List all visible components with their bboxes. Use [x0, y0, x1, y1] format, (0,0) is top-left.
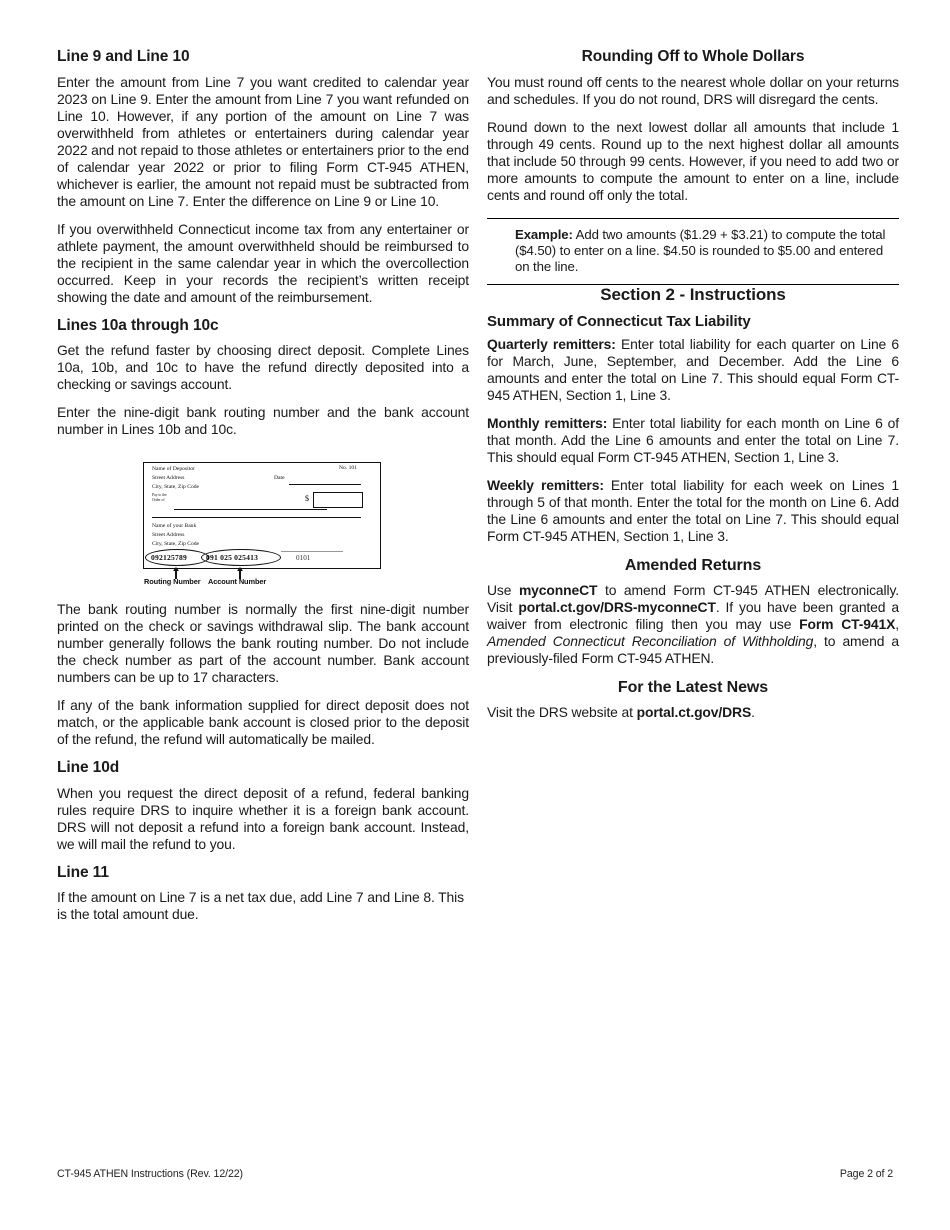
paragraph-quarterly-remitters [487, 336, 899, 404]
paragraph-line-11: If the amount on Line 7 is a net tax due, add Line 7 and Line 8. This is the total amount due. [57, 889, 464, 923]
latest-news-prefix: Visit the DRS website at [487, 704, 637, 721]
weekly-remitters-label: Weekly remitters: [487, 476, 604, 493]
check-dollar-sign: $ [305, 494, 309, 504]
check-written-amount-rule [152, 517, 361, 518]
check-date-label: Date [274, 475, 285, 482]
check-account-number: 091 025 025413 [206, 553, 259, 563]
heading-amended-returns: Amended Returns [624, 556, 762, 574]
check-pay-to-the: Pay to the [152, 493, 167, 498]
amended-tail-text: , to amend a previously-filed Form CT-945 ATHEN. [487, 633, 899, 667]
check-bank-city: City, State, Zip Code [152, 541, 200, 548]
monthly-remitters-text: Enter total liability for each month on Line 6 of that month. Add the Line 6 amounts and enter the total on Line 7. This should equal Form CT-945 ATHEN, Section 1, Line 3. [487, 414, 899, 465]
amended-use-text: Use [487, 582, 519, 599]
paragraph-amended-returns [487, 582, 899, 667]
check-order-of: Order of [152, 498, 165, 503]
paragraph-monthly-remitters [487, 415, 899, 466]
check-depositor-name: Name of Depositor [152, 466, 195, 473]
myconnect-brand: myconneCT [518, 582, 598, 599]
heading-for-the-latest-news: For the Latest News [617, 679, 769, 697]
paragraph-latest-news [487, 704, 899, 721]
check-date-rule [289, 484, 361, 485]
form-ct-941x-label: Form CT-941X [799, 616, 896, 633]
check-number-label: No. 101 [339, 465, 358, 472]
heading-summary-tax-liability: Summary of Connecticut Tax Liability [487, 312, 751, 330]
paragraph-line-9-10-a: Enter the amount from Line 7 you want credited to calendar year 2023 on Line 9. Enter the amount from Line 7 you want refunded on Line 10. However, if any portion of the amount on Line 7 was overwithheld from athletes or entertainers during calendar year 2022 and not repaid to those athletes or entertainers prior to the end of calendar year 2022 or prior to filing Form CT-945 ATHEN, whichever is earlier, the amount not repaid must be subtracted from the amount on Line 7. Enter the difference on Line 9 or Line 10. [57, 73, 469, 209]
latest-news-suffix: . [751, 704, 755, 721]
check-bank-name: Name of your Bank [152, 523, 197, 530]
check-depositor-street: Street Address [152, 475, 185, 482]
portal-drs-myconnect-link[interactable]: portal.ct.gov/DRS-myconneCT [518, 599, 716, 616]
paragraph-line-9-10-b: If you overwithheld Connecticut income tax from any entertainer or athlete payment, the amount overwithheld should be reimbursed to the recipient in the same calendar year in which the overcollection occurred. Keep in your records the recipient’s written receipt showing the date and amount of the reimbursement. [57, 220, 469, 305]
footer-page-number: Page 2 of 2 [839, 1168, 893, 1180]
footer-form-id: CT-945 ATHEN Instructions (Rev. 12/22) [57, 1168, 243, 1180]
example-label: Example: [515, 226, 573, 242]
example-callout [487, 218, 899, 286]
portal-drs-link[interactable]: portal.ct.gov/DRS [636, 704, 752, 721]
monthly-remitters-label: Monthly remitters: [487, 414, 608, 431]
check-depositor-city: City, State, Zip Code [152, 484, 200, 491]
heading-lines-10a-through-10c: Lines 10a through 10c [57, 316, 219, 334]
routing-number-caption: Routing Number [144, 577, 201, 587]
routing-arrow-head [173, 567, 179, 571]
paragraph-rounding-a: You must round off cents to the nearest whole dollar on your returns and schedules. If you do not round, DRS will disregard the cents. [487, 73, 899, 107]
check-amount-box [313, 492, 363, 508]
check-payee-rule [174, 509, 327, 510]
heading-line-10d: Line 10d [57, 759, 120, 777]
example-body: Add two amounts ($1.29 + $3.21) to compute the total ($4.50) to enter on a line. $4.50 is rounded to $5.00 and entered on the line. [515, 226, 886, 275]
paragraph-weekly-remitters [487, 477, 899, 545]
heading-section-2: Section 2 - Instructions [600, 285, 786, 305]
quarterly-remitters-label: Quarterly remitters: [487, 335, 616, 352]
paragraph-line-10d: When you request the direct deposit of a refund, federal banking rules require DRS to inquire whether it is a foreign bank account. DRS will not deposit a refund into a foreign bank account. Instead, we will mail the refund to you. [57, 784, 469, 852]
check-bank-street: Street Address [152, 532, 185, 539]
check-signature-line [281, 551, 343, 552]
check-micr-check-number: 0101 [296, 554, 311, 563]
paragraph-rounding-b: Round down to the next lowest dollar all amounts that include 1 through 49 cents. Round up to the next highest dollar all amounts that include 50 through 99 cents. However, if you need to add two or more amounts to compute the amount to enter on a line, include cents and round off only the total. [487, 118, 899, 203]
amended-form-title-italic: Amended Connecticut Reconciliation of Withholding [487, 633, 814, 650]
paragraph-bank-mismatch: If any of the bank information supplied for direct deposit does not match, or the applicable bank account is closed prior to the deposit of the refund, the refund will automatically be mailed. [57, 697, 469, 748]
heading-line-9-and-10: Line 9 and Line 10 [57, 48, 190, 65]
left-column [57, 48, 469, 923]
paragraph-bank-routing-explained: The bank routing number is normally the first nine-digit number printed on the check or savings withdrawal slip. The bank account number generally follows the bank routing number. Do not include the check number as part of the account number. Bank account numbers can be up to 17 characters. [57, 601, 469, 686]
heading-line-11: Line 11 [57, 863, 109, 881]
amended-mid-1: to amend Form CT-945 ATHEN electronically. Visit [487, 582, 899, 616]
page-footer [57, 1168, 893, 1180]
heading-rounding-off: Rounding Off to Whole Dollars [581, 48, 805, 65]
paragraph-direct-deposit: Get the refund faster by choosing direct deposit. Complete Lines 10a, 10b, and 10c to have the refund directly deposited into a checking or savings account. [57, 342, 469, 393]
account-arrow-head [237, 567, 243, 571]
sample-check-diagram [133, 454, 393, 587]
example-text-line [487, 227, 899, 276]
check-routing-number: 092125789 [151, 553, 187, 563]
account-number-caption: Account Number [208, 577, 267, 587]
quarterly-remitters-text: Enter total liability for each quarter on Line 6 for March, June, September, and December. Add the Line 6 amounts and enter the total on Line 7. This should equal Form CT-945 ATHEN, Section 1, Line 3. [487, 335, 900, 403]
right-column [487, 48, 899, 721]
paragraph-enter-routing: Enter the nine-digit bank routing number and the bank account number in Lines 10b and 10c. [57, 404, 469, 438]
weekly-remitters-text: Enter total liability for each week on Lines 1 through 5 of that month. Enter the total for the month on Line 6. Add the Line 6 amounts and enter the total on Line 7. This should equal Form CT-945 ATHEN, Section 1, Line 3. [487, 476, 899, 544]
amended-mid-2: . If you have been granted a waiver from electronic filing then you may use [487, 599, 899, 633]
amended-mid-3: , [895, 616, 899, 633]
